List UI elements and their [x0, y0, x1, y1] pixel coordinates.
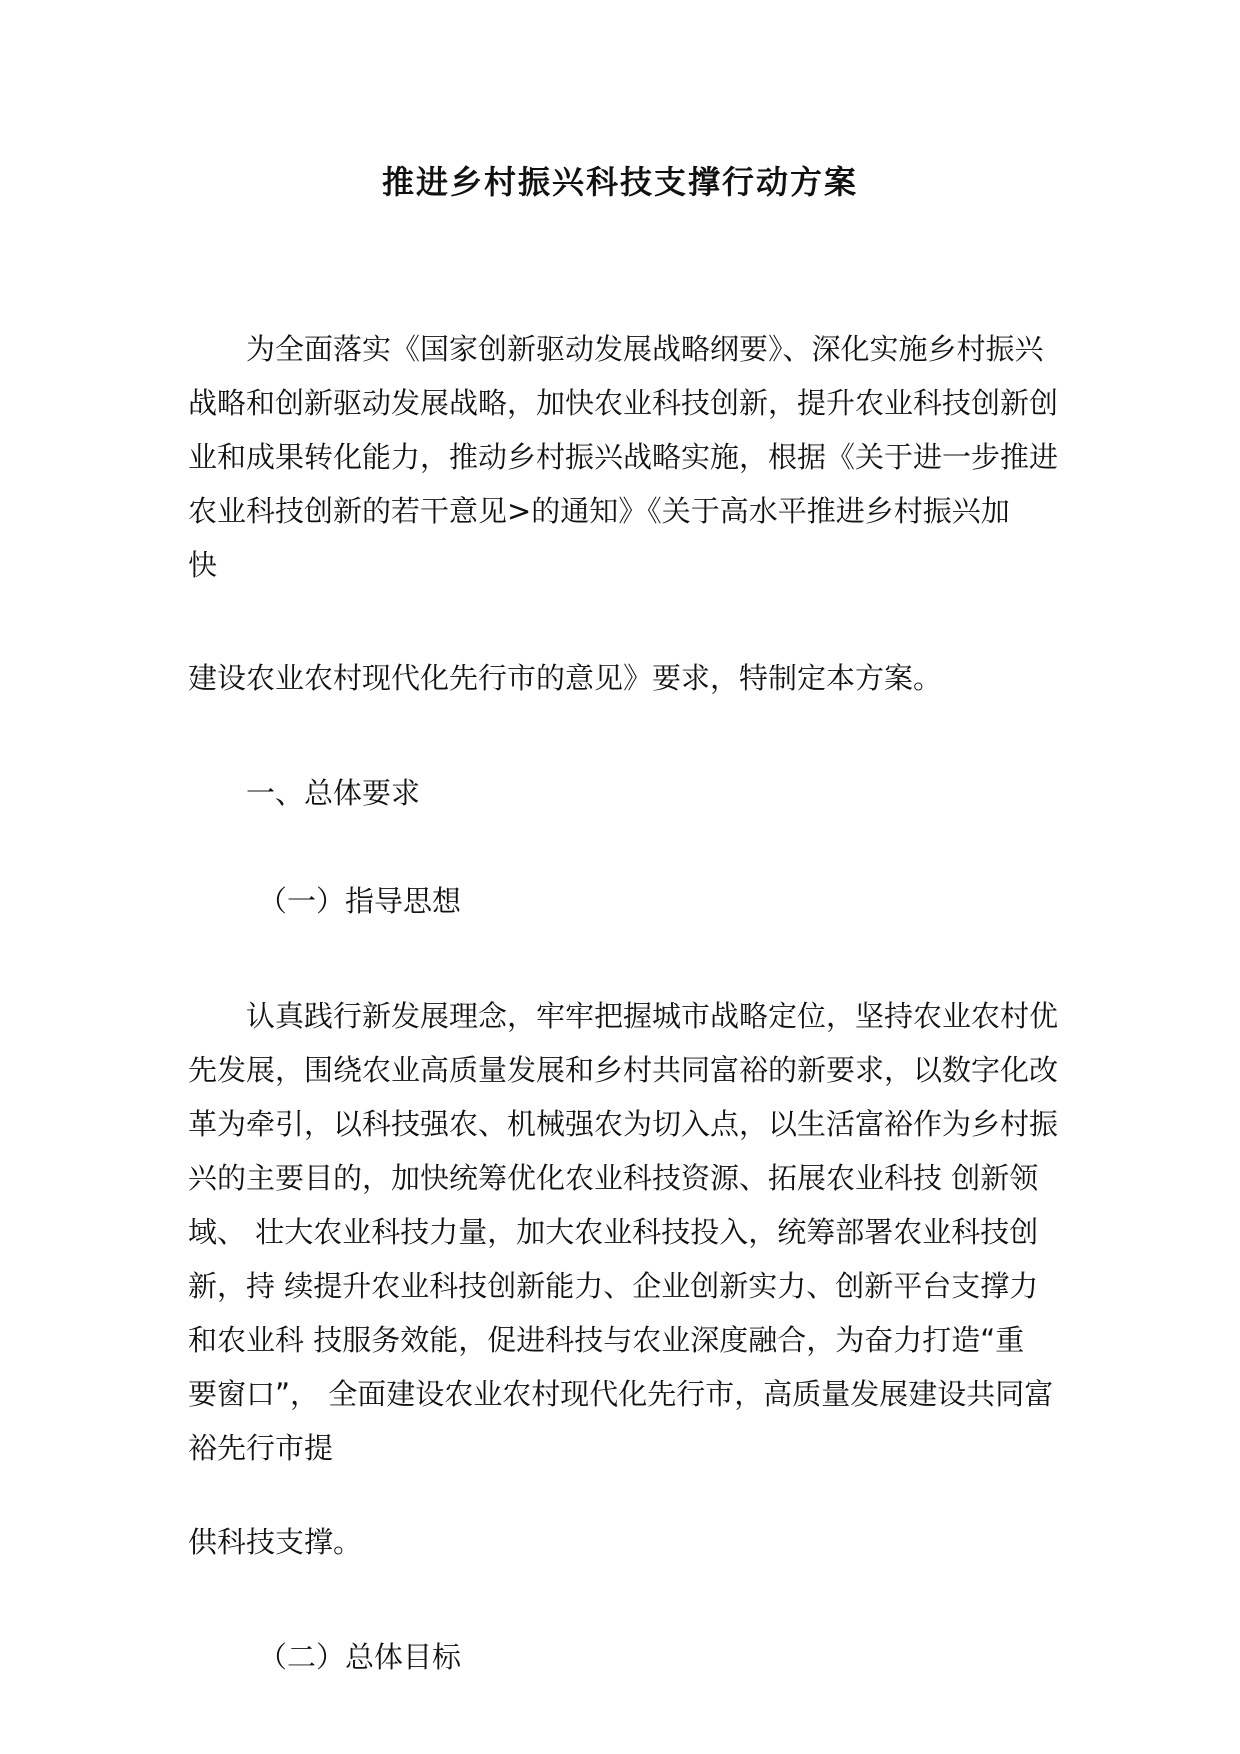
guiding-ideology-paragraph	[188, 989, 1068, 1475]
paragraph-line: 战略和创新驱动发展战略，加快农业科技创新，提升农业科技创新创	[188, 386, 1059, 420]
guiding-ideology-continuation	[188, 1515, 1068, 1569]
intro-paragraph	[188, 322, 1068, 592]
paragraph-line: 建设农业农村现代化先行市的意见》要求，特制定本方案。	[188, 661, 943, 695]
paragraph-line: 快	[188, 548, 218, 582]
section-heading-overall-requirements: 一、总体要求	[246, 776, 421, 810]
paragraph-line: 兴的主要目的，加快统筹优化农业科技资源、拓展农业科技 创新领	[188, 1161, 1039, 1195]
paragraph-line: 先发展，围绕农业高质量发展和乡村共同富裕的新要求，以数字化改	[188, 1053, 1059, 1087]
paragraph-line: 供科技支撑。	[188, 1525, 363, 1559]
paragraph-line: 业和成果转化能力，推动乡村振兴战略实施，根据《关于进一步推进	[188, 440, 1059, 474]
paragraph-line: 农业科技创新的若干意见>的通知》《关于高水平推进乡村振兴加	[188, 494, 1010, 528]
paragraph-line: 和农业科 技服务效能，促进科技与农业深度融合，为奋力打造“重	[188, 1323, 1025, 1357]
paragraph-line: 裕先行市提	[188, 1431, 334, 1465]
paragraph-line: 为全面落实《国家创新驱动发展战略纲要》、深化实施乡村振兴	[246, 332, 1044, 366]
paragraph-line: 新，持 续提升农业科技创新能力、企业创新实力、创新平台支撑力	[188, 1269, 1039, 1303]
paragraph-line: 革为牵引，以科技强农、机械强农为切入点，以生活富裕作为乡村振	[188, 1107, 1059, 1141]
paragraph-line: 认真践行新发展理念，牢牢把握城市战略定位，坚持农业农村优	[246, 999, 1059, 1033]
paragraph-line: 要窗口”， 全面建设农业农村现代化先行市，高质量发展建设共同富	[188, 1377, 1054, 1411]
subsection-heading-overall-goals: （二）总体目标	[258, 1640, 462, 1674]
paragraph-line: 域、 壮大农业科技力量，加大农业科技投入，统筹部署农业科技创	[188, 1215, 1039, 1249]
document-title: 推进乡村振兴科技支撑行动方案	[381, 163, 858, 201]
intro-continuation	[188, 651, 1068, 705]
subsection-heading-guiding-ideology: （一）指导思想	[258, 884, 462, 918]
